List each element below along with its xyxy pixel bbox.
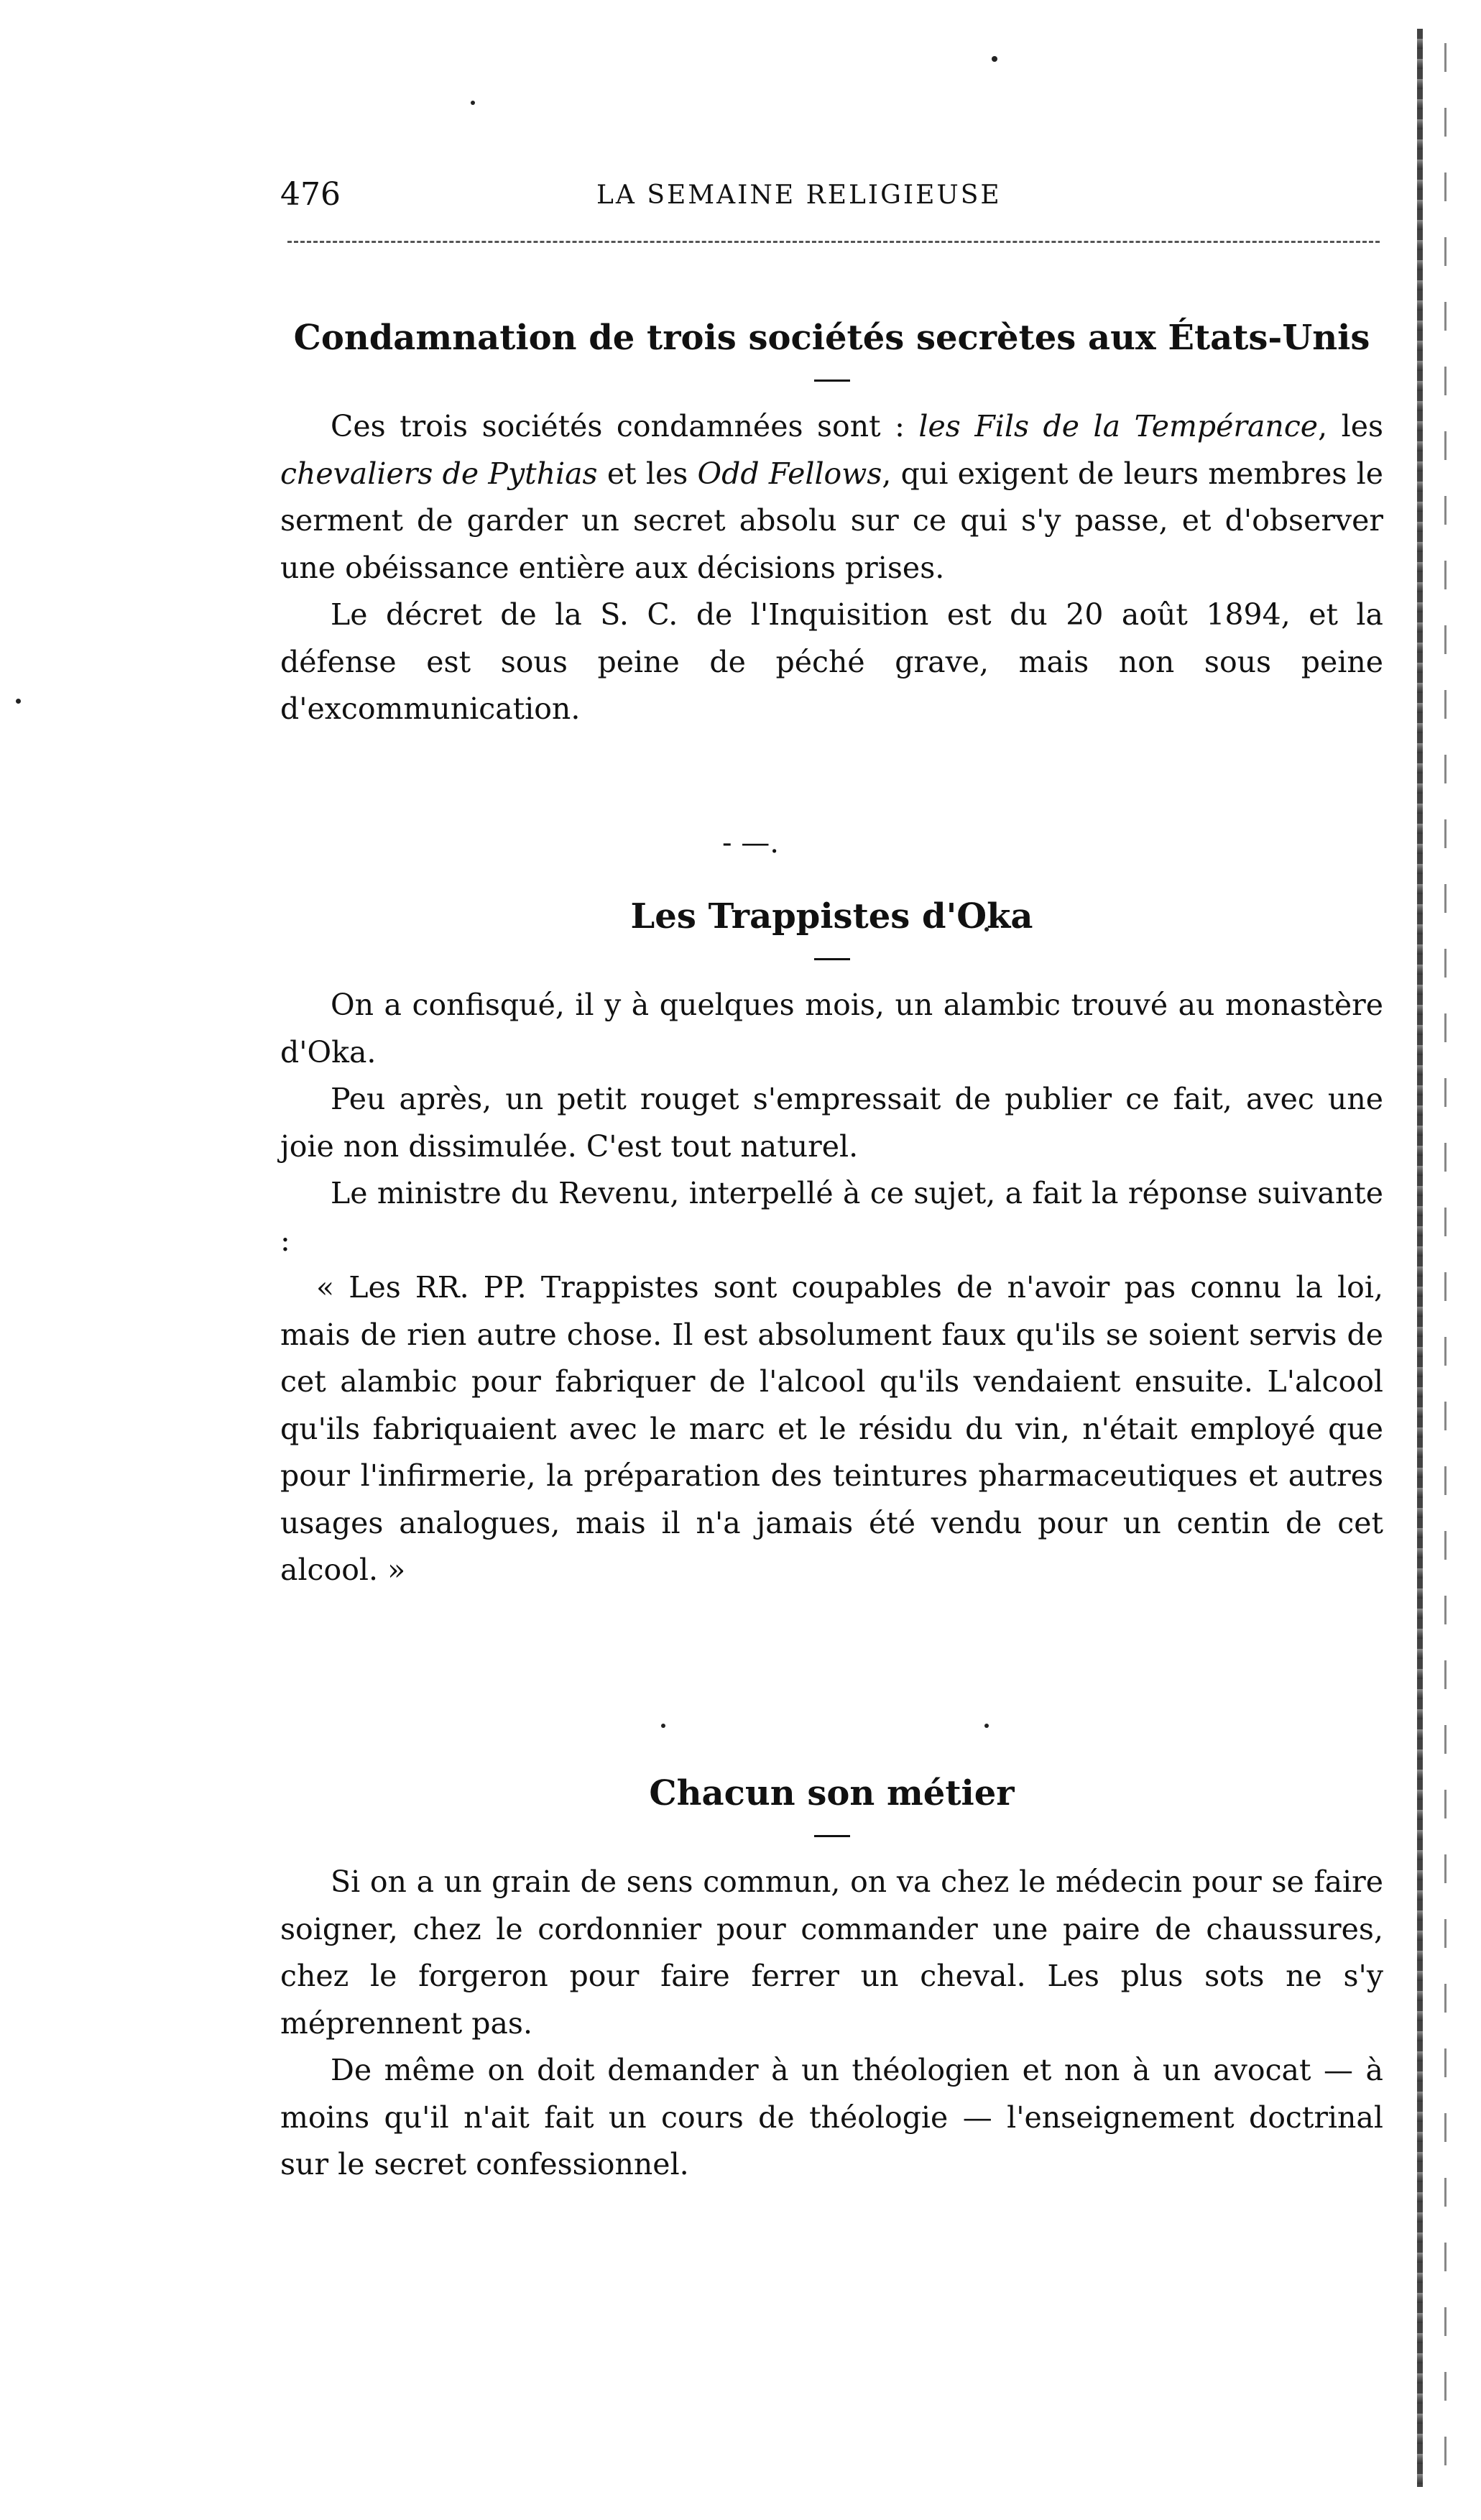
article-paragraph: Le décret de la S. C. de l'Inquisition est du 20 août 1894, et la défense est sous peine de péché grave, mais non sous peine d'excommunication.: [280, 597, 1383, 726]
italic-society-name: Odd Fellows: [697, 456, 882, 491]
page-number: 476: [280, 176, 341, 213]
section-separator: - —.: [722, 827, 779, 860]
scan-speck: [471, 101, 475, 105]
running-title: LA SEMAINE RELIGIEUSE: [596, 180, 1002, 210]
article-chacun-son-metier: [280, 1772, 1383, 2189]
quoted-reply: « Les RR. PP. Trappistes sont coupables de n'avoir pas connu la loi, mais de rien autre chose. Il est absolument faux qu'ils se soient servis de cet alambic pour fabriquer de l'alcool qu'ils vendaient ensuite. L'alcool qu'ils fabriquaient avec le marc et le résidu du vin, n'était employé que pour l'infirmerie, la préparation des teintures pharmaceutiques et autres usages analogues, mais il n'a jamais été vendu pour un centin de cet alcool. »: [280, 1270, 1383, 1587]
scan-speck: [992, 56, 997, 62]
title-rule: [814, 958, 850, 960]
article-paragraph: De même on doit demander à un théologien et non à un avocat — à moins qu'il n'ait fait un cours de théologie — l'enseignement doctrinal sur le secret confessionnel.: [280, 2053, 1383, 2181]
text-run: Ces trois sociétés condamnées sont :: [331, 409, 919, 443]
text-run: , les: [1318, 409, 1384, 443]
article-paragraph: Peu après, un petit rouget s'empressait de publier ce fait, avec une joie non dissimulée. C'est tout naturel.: [280, 1082, 1383, 1164]
title-rule: [814, 1835, 850, 1837]
article-title: Condamnation de trois sociétés secrètes aux États-Unis: [293, 318, 1370, 358]
article-paragraph: On a confisqué, il y à quelques mois, un alambic trouvé au monastère d'Oka.: [280, 988, 1383, 1070]
article-secret-societies: [280, 316, 1383, 733]
italic-society-name: les Fils de la Tempérance: [918, 409, 1319, 443]
page-header: [280, 176, 1387, 219]
scan-edge-shadow: [1417, 29, 1423, 2487]
scan-speck: [16, 699, 21, 704]
article-paragraph: Si on a un grain de sens commun, on va chez le médecin pour se faire soigner, chez le cordonnier pour commander une paire de chaussures, chez le forgeron pour faire ferrer un cheval. Les plus sots ne s'y méprennent pas.: [280, 1864, 1383, 2041]
article-paragraph: [280, 403, 1383, 592]
scan-speck: [661, 1724, 665, 1728]
italic-society-name: chevaliers de Pythias: [280, 456, 598, 491]
scan-edge-line: [1444, 43, 1447, 2473]
text-run: et les: [597, 456, 698, 491]
article-paragraph: Le ministre du Revenu, interpellé à ce sujet, a fait la réponse suivante :: [280, 1176, 1383, 1258]
scan-speck: [984, 1724, 989, 1728]
article-title: Les Trappistes d'Oka: [630, 896, 1033, 937]
header-rule: [287, 241, 1380, 243]
article-trappists-oka: [280, 895, 1383, 1594]
article-title: Chacun son métier: [649, 1773, 1015, 1813]
text-run: , qui exigent de leurs membres le serment de garder un secret absolu sur ce qui s'y passe, et d'observer une obéissance entière aux décisions prises.: [280, 456, 1384, 585]
title-rule: [814, 380, 850, 382]
